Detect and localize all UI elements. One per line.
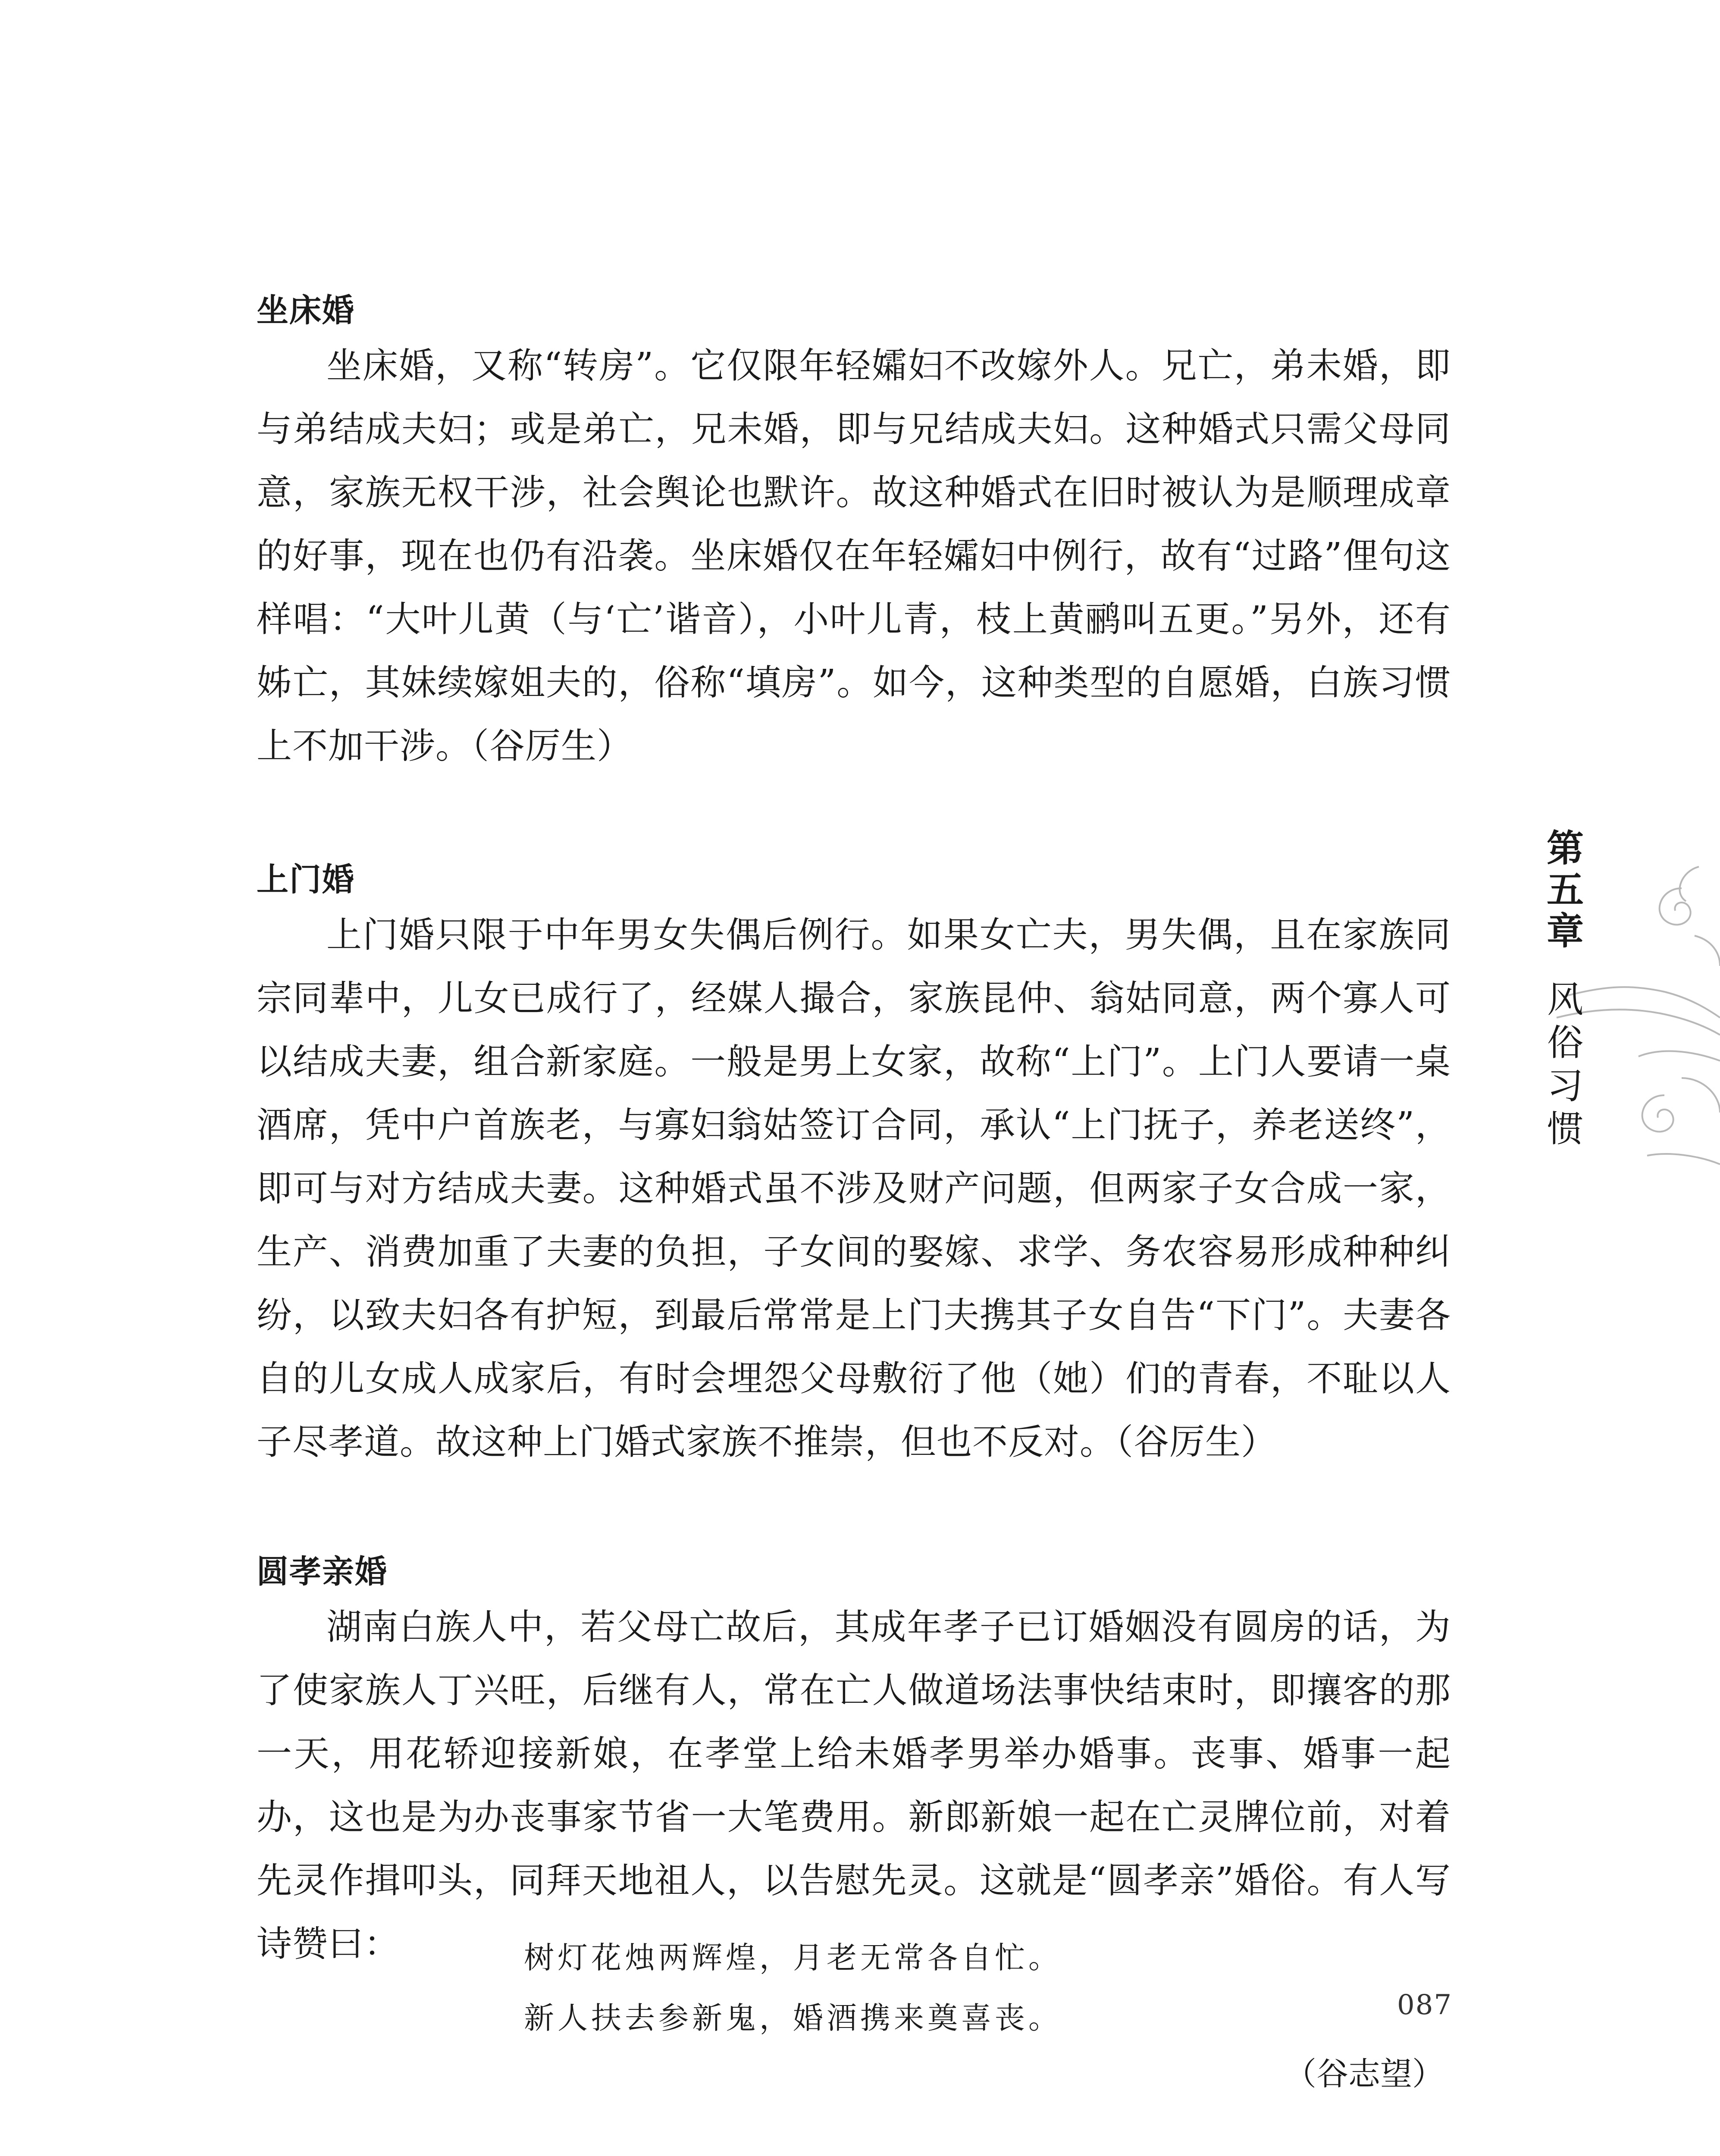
section-paragraph-zuochuanghun: 坐床婚，又称“转房”。它仅限年轻孀妇不改嫁外人。兄亡，弟未婚，即与弟结成夫妇；或是弟亡，兄未婚，即与兄结成夫妇。这种婚式只需父母同意，家族无权干涉，社会舆论也默许。故这种婚式在旧时被认为是顺理成章的好事，现在也仍有沿袭。坐床婚仅在年轻孀妇中例行，故有“过路”俚句这样唱：“大叶儿黄（与‘亡’谐音），小叶儿青，枝上黄鹂叫五更。”另外，还有姊亡，其妹续嫁姐夫的，俗称“填房”。如今，这种类型的自愿婚，白族习惯上不加干涉。（谷厉生） [257,345,1451,767]
poem-line: 新人扶去参新鬼，婚酒携来奠喜丧。 [524,2000,1062,2036]
poem-line: 树灯花烛两辉煌，月老无常各自忙。 [524,1940,1062,1975]
chapter-name: 风俗习惯 [1547,978,1583,1150]
section-title-zuochuanghun: 坐床婚 [257,292,355,329]
poem-attribution: （谷志望） [1285,2056,1444,2093]
section-title-shangmenhun: 上门婚 [257,861,355,898]
chapter-number: 第五章 [1547,827,1584,953]
page-number: 087 [1397,1989,1453,2021]
section-paragraph-yuanxiaoqinhun: 湖南白族人中，若父母亡故后，其成年孝子已订婚姻没有圆房的话，为了使家族人丁兴旺，后继有人，常在亡人做道场法事快结束时，即攘客的那一天，用花轿迎接新娘，在孝堂上给未婚孝男举办婚事。丧事、婚事一起办，这也是为办丧事家节省一大笔费用。新郎新娘一起在亡灵牌位前，对着先灵作揖叩头，同拜天地祖人，以告慰先灵。这就是“圆孝亲”婚俗。有人写诗赞曰： [257,1607,1451,1965]
section-paragraph-shangmenhun: 上门婚只限于中年男女失偶后例行。如果女亡夫，男失偶，且在家族同宗同辈中，儿女已成行了，经媒人撮合，家族昆仲、翁姑同意，两个寡人可以结成夫妻，组合新家庭。一般是男上女家，故称“上门”。上门人要请一桌酒席，凭中户首族老，与寡妇翁姑签订合同，承认“上门抚子，养老送终”，即可与对方结成夫妻。这种婚式虽不涉及财产问题，但两家子女合成一家，生产、消费加重了夫妻的负担，子女间的娶嫁、求学、务农容易形成种种纠纷，以致夫妇各有护短，到最后常常是上门夫携其子女自告“下门”。夫妻各自的儿女成人成家后，有时会埋怨父母敷衍了他（她）们的青春，不耻以人子尽孝道。故这种上门婚式家族不推崇，但也不反对。（谷厉生） [257,915,1451,1463]
poem [524,1927,1257,2048]
chapter-tab [1533,828,1598,1173]
section-title-yuanxiaoqinhun: 圆孝亲婚 [257,1553,388,1590]
